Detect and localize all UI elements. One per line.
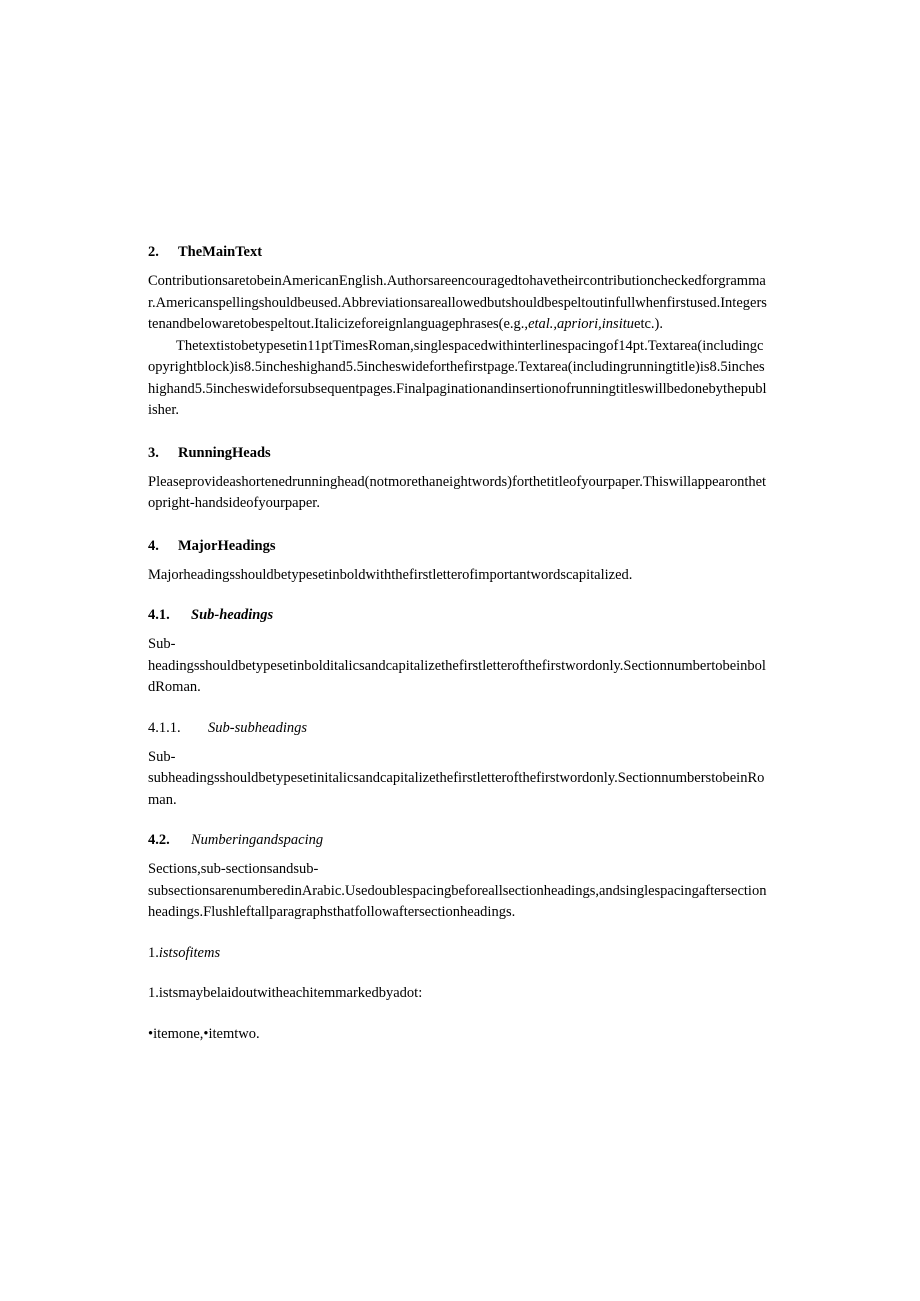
spacer	[148, 624, 770, 634]
paragraph-main-text-1-part-b: etc.).	[634, 316, 663, 332]
document-text-column	[148, 243, 770, 1045]
heading-title-major-headings: MajorHeadings	[178, 537, 276, 554]
spacer	[148, 849, 770, 859]
paragraph-major-headings: Majorheadingsshouldbetypesetinboldwiththefirstletterofimportantwordscapitalized.	[148, 566, 633, 583]
paragraph-main-text-1-italic: etal.,apriori,insitu	[528, 316, 635, 332]
spacer	[148, 699, 770, 719]
heading-title-running-heads: RunningHeads	[178, 444, 271, 461]
heading-lists-of-items-lead: 1.	[148, 944, 159, 961]
heading-sub-headings	[148, 606, 770, 624]
paragraph-sub-headings-line-1: Sub-	[148, 636, 176, 652]
paragraph-lists-intro: 1.istsmaybelaidoutwitheachitemmarkedbyadot:	[148, 985, 423, 1001]
paragraph-numbering-and-spacing-line-2: subsectionsarenumberedinArabic.Usedoublespacingbeforeallsectionheadings,andsinglespacingaftersectionheadings.Flushleftallparagraphsthatfollowaftersectionheadings.	[148, 882, 767, 920]
heading-number-main-text: 2.	[148, 244, 159, 260]
heading-title-numbering-and-spacing: Numberingandspacing	[191, 832, 324, 848]
heading-number-numbering-and-spacing: 4.2.	[148, 832, 170, 848]
heading-title-sub-subheadings: Sub-subheadings	[208, 719, 308, 736]
spacer	[148, 964, 770, 983]
paragraph-list-items: •itemone,•itemtwo.	[148, 1025, 260, 1042]
paragraph-running-heads: Pleaseprovideashortenedrunninghead(notmorethaneightwords)forthetitleofyourpaper.Thiswillappearonthetopright-handsideofyourpaper.	[148, 473, 767, 511]
spacer	[148, 586, 770, 606]
heading-number-running-heads: 3.	[148, 444, 159, 461]
paragraph-sub-headings	[148, 634, 770, 699]
heading-number-sub-headings: 4.1.	[148, 607, 170, 623]
spacer	[148, 555, 770, 565]
spacer	[148, 811, 770, 831]
heading-title-sub-headings: Sub-headings	[191, 607, 274, 623]
heading-sub-subheadings	[148, 719, 770, 737]
heading-title-main-text: TheMainText	[178, 244, 263, 260]
paragraph-main-text-1-part-a: ContributionsaretobeinAmericanEnglish.Authorsareencouragedtohavetheircontributioncheckedforgrammar.Americanspellingshouldbeused.Abbreviationsareallowedbutshouldbespeltoutinfullwhenfirstused.Integerstenandbelowaretobespeltout.Italicizeforeignlanguagephrases(e.g.,	[148, 273, 767, 332]
heading-main-text	[148, 243, 770, 261]
spacer	[148, 924, 770, 943]
heading-lists-of-items	[148, 943, 770, 965]
spacer	[148, 737, 770, 747]
heading-numbering-and-spacing	[148, 831, 770, 849]
paragraph-numbering-and-spacing-line-1: Sections,sub-sectionsandsub-	[148, 861, 319, 877]
heading-lists-of-items-title: istsofitems	[158, 944, 221, 961]
spacer	[148, 1005, 770, 1024]
paragraph-sub-subheadings-line-2: subheadingsshouldbetypesetinitalicsandcapitalizethefirstletterofthefirstwordonly.SectionnumberstobeinRoman.	[148, 770, 765, 808]
heading-number-sub-subheadings: 4.1.1.	[148, 719, 181, 736]
spacer	[148, 462, 770, 472]
paragraph-numbering-and-spacing	[148, 859, 770, 924]
paragraph-main-text-2: Thetextistobetypesetin11ptTimesRoman,singlespacedwithinterlinespacingof14pt.Textarea(includingcopyrightblock)is8.5incheshighand5.5incheswideforthefirstpage.Textarea(includingrunningtitle)is8.5incheshighand5.5incheswideforsubsequentpages.Finalpaginationandinsertionofrunningtitleswillbedonebythepublisher.	[148, 337, 767, 418]
heading-number-major-headings: 4.	[148, 537, 159, 554]
paragraph-sub-subheadings-line-1: Sub-	[148, 748, 176, 765]
spacer	[148, 261, 770, 271]
paragraph-main-text-1	[148, 271, 770, 336]
spacer	[148, 515, 770, 537]
paragraph-sub-subheadings	[148, 747, 770, 812]
heading-running-heads	[148, 444, 770, 462]
heading-major-headings	[148, 537, 770, 555]
spacer	[148, 422, 770, 444]
paragraph-sub-headings-line-2: headingsshouldbetypesetinbolditalicsandcapitalizethefirstletterofthefirstwordonly.SectionnumbertobeinboldRoman.	[148, 657, 766, 695]
